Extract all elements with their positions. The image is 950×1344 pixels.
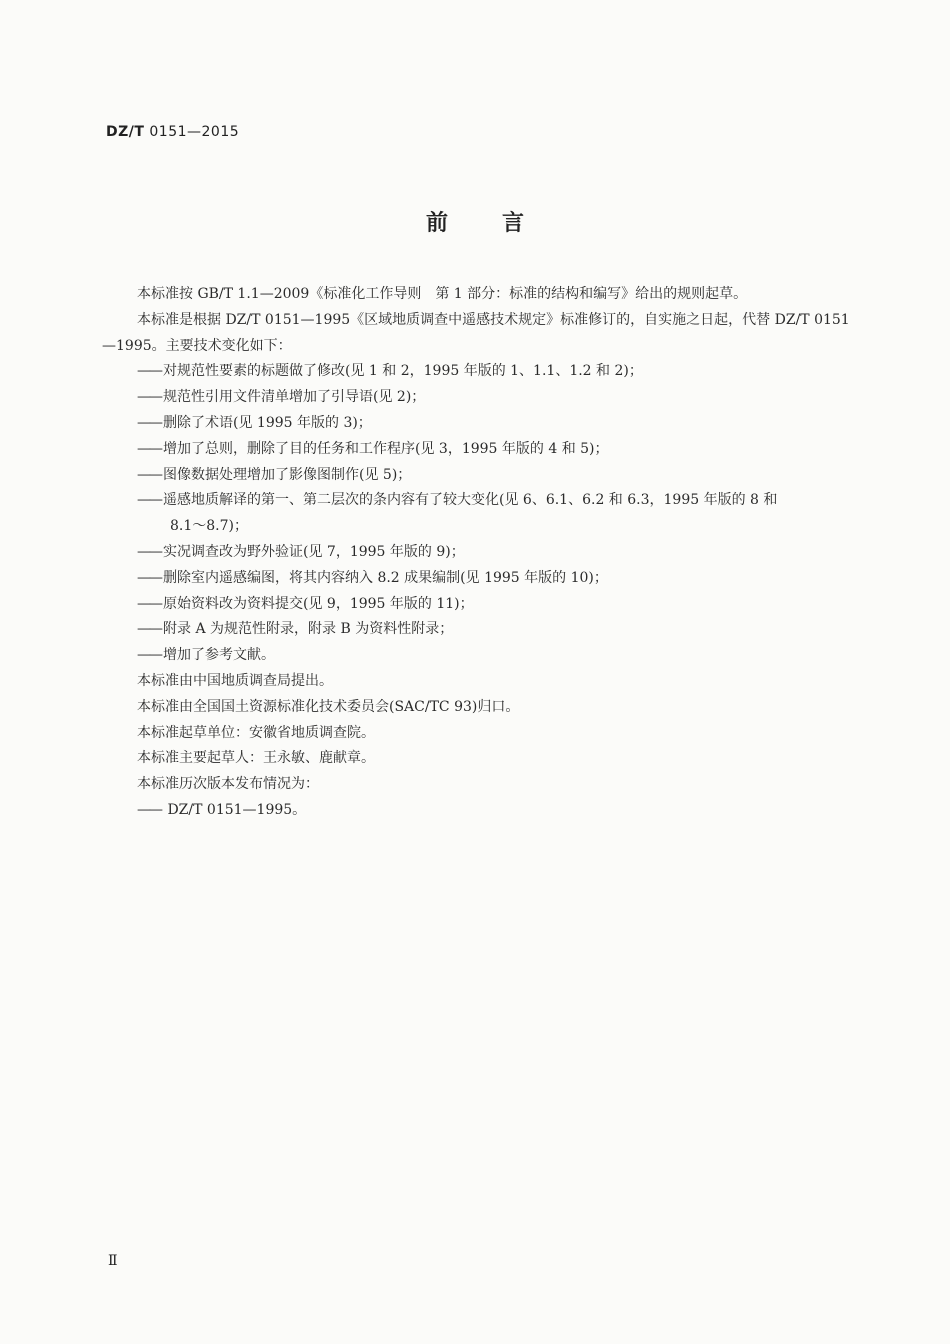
paragraph-drafters: 本标准主要起草人：王永敏、鹿献章。: [137, 750, 375, 767]
change-item: —— 增加了参考文献。: [137, 647, 275, 664]
paragraph-revision: 本标准是根据 DZ/T 0151—1995《区域地质调查中遥感技术规定》标准修订的，自实施之日起，代替 DZ/T 0151—1995。主要技术变化如下：: [102, 311, 850, 354]
change-item: —— 实况调查改为野外验证(见 7，1995 年版的 9)；: [137, 543, 465, 560]
change-item: —— 删除室内遥感编图，将其内容纳入 8.2 成果编制(见 1995 年版的 10)；: [137, 569, 608, 586]
history-item: —— DZ/T 0151—1995。: [137, 801, 307, 818]
paragraph-drafting-rules: 本标准按 GB/T 1.1—2009《标准化工作导则 第 1 部分：标准的结构和编写》给出的规则起草。: [137, 286, 748, 302]
change-item-continuation: 8.1～8.7)；: [170, 518, 248, 535]
standard-code-prefix: DZ/T: [106, 124, 145, 140]
title-char-2: 言: [502, 211, 525, 236]
change-item: —— 删除了术语(见 1995 年版的 3)；: [137, 414, 372, 431]
title-char-1: 前: [425, 211, 448, 236]
paragraph-centralized: 本标准由全国国土资源标准化技术委员会(SAC/TC 93)归口。: [137, 698, 520, 715]
change-item: —— 附录 A 为规范性附录，附录 B 为资料性附录；: [137, 621, 454, 638]
change-item: —— 增加了总则，删除了目的任务和工作程序(见 3，1995 年版的 4 和 5)；: [137, 440, 609, 457]
foreword-body: [102, 282, 852, 824]
change-item: —— 对规范性要素的标题做了修改(见 1 和 2，1995 年版的 1、1.1、1.2 和 2)；: [137, 363, 643, 380]
change-item: —— 原始资料改为资料提交(见 9，1995 年版的 11)；: [137, 595, 474, 612]
change-item: —— 规范性引用文件清单增加了引导语(见 2)；: [137, 389, 426, 406]
page-title: [0, 206, 950, 237]
paragraph-proposer: 本标准由中国地质调查局提出。: [137, 672, 333, 689]
paragraph-drafting-unit: 本标准起草单位：安徽省地质调查院。: [137, 724, 375, 741]
standard-code-number: 0151—2015: [149, 124, 240, 140]
change-item: —— 遥感地质解译的第一、第二层次的条内容有了较大变化(见 6、6.1、6.2 和 6.3，1995 年版的 8 和: [137, 492, 778, 509]
change-item: —— 图像数据处理增加了影像图制作(见 5)；: [137, 466, 412, 483]
paragraph-history-intro: 本标准历次版本发布情况为：: [137, 776, 319, 793]
standard-code: [106, 124, 239, 140]
page-number: Ⅱ: [108, 1253, 118, 1269]
